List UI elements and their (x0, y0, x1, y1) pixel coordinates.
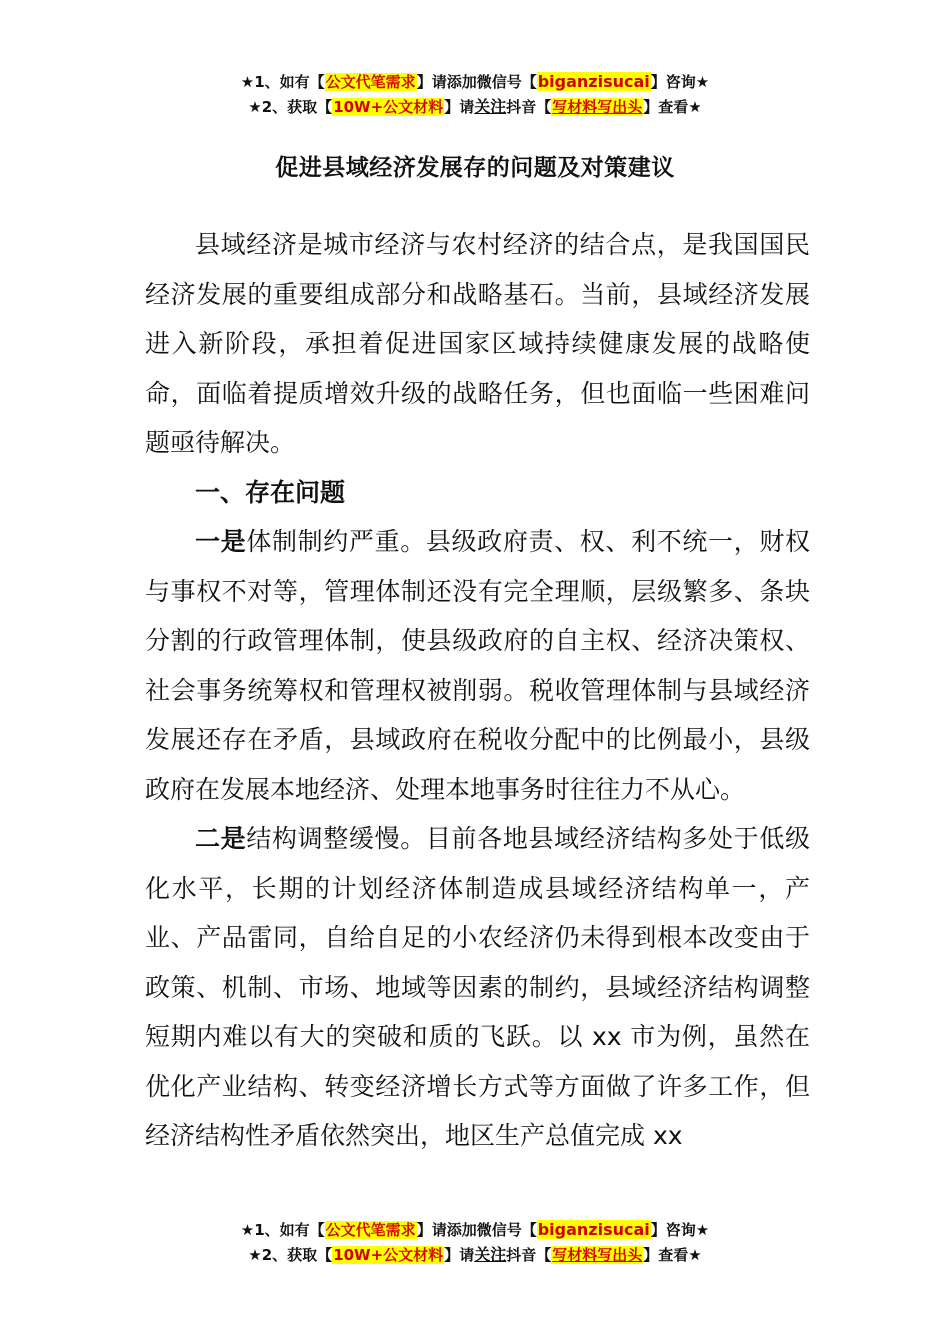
banner-text: 抖音【 (506, 98, 552, 116)
banner-text: 】查看★ (643, 98, 702, 116)
banner-text: 抖音【 (506, 1246, 552, 1264)
highlight-service: 公文代笔需求 (325, 73, 416, 91)
banner-line-1 (0, 1217, 950, 1242)
point-2-paragraph (145, 814, 810, 1161)
point-1-paragraph (145, 517, 810, 814)
highlight-wechat-id: biganzisucai (537, 1220, 650, 1239)
intro-paragraph: 县域经济是城市经济与农村经济的结合点，是我国国民经济发展的重要组成部分和战略基石。当前，县域经济发展进入新阶段，承担着促进国家区域持续健康发展的战略使命，面临着提质增效升级的战略任务，但也面临一些困难问题亟待解决。 (145, 230, 810, 457)
banner-text: 】咨询★ (650, 73, 710, 91)
banner-emphasis: 关注 (474, 1245, 507, 1264)
highlight-wechat-id: biganzisucai (537, 72, 650, 91)
highlight-douyin-account: 写材料写出头 (552, 98, 643, 116)
banner-text: ★2、获取【 (248, 98, 333, 116)
highlight-service: 公文代笔需求 (325, 1221, 416, 1239)
banner-text: 】请 (444, 98, 475, 116)
banner-text: 】咨询★ (650, 1221, 710, 1239)
footer-banner (0, 1217, 950, 1267)
document-body (145, 220, 810, 1161)
banner-text: 】请 (444, 1246, 475, 1264)
banner-line-2 (0, 94, 950, 119)
banner-emphasis: 关注 (474, 97, 507, 116)
header-banner (0, 69, 950, 119)
point-1-lead: 一是 (195, 527, 247, 556)
banner-text: ★2、获取【 (248, 1246, 333, 1264)
point-2-lead: 二是 (195, 824, 247, 853)
banner-line-1 (0, 69, 950, 94)
section-heading: 一、存在问题 (195, 477, 346, 507)
banner-text: 】查看★ (643, 1246, 702, 1264)
highlight-materials: 10W+公文材料 (333, 1246, 444, 1264)
banner-text: ★1、如有【 (240, 1221, 325, 1239)
banner-text: 】请添加微信号【 (416, 1221, 537, 1239)
banner-text: 】请添加微信号【 (416, 73, 537, 91)
banner-line-2 (0, 1242, 950, 1267)
highlight-materials: 10W+公文材料 (333, 98, 444, 116)
highlight-douyin-account: 写材料写出头 (552, 1246, 643, 1264)
point-1-text: 体制制约严重。县级政府责、权、利不统一，财权与事权不对等，管理体制还没有完全理顺，层级繁多、条块分割的行政管理体制，使县级政府的自主权、经济决策权、社会事务统筹权和管理权被削弱。税收管理体制与县域经济发展还存在矛盾，县域政府在税收分配中的比例最小，县级政府在发展本地经济、处理本地事务时往往力不从心。 (145, 527, 810, 804)
banner-text: ★1、如有【 (240, 73, 325, 91)
document-title: 促进县域经济发展存的问题及对策建议 (275, 155, 675, 181)
point-2-text: 结构调整缓慢。目前各地县域经济结构多处于低级化水平，长期的计划经济体制造成县域经济结构单一，产业、产品雷同，自给自足的小农经济仍未得到根本改变由于政策、机制、市场、地域等因素的制约，县域经济结构调整短期内难以有大的突破和质的飞跃。以 xx 市为例，虽然在优化产业结构、转变经济增长方式等方面做了许多工作，但经济结构性矛盾依然突出，地区生产总值完成 xx (145, 824, 810, 1150)
